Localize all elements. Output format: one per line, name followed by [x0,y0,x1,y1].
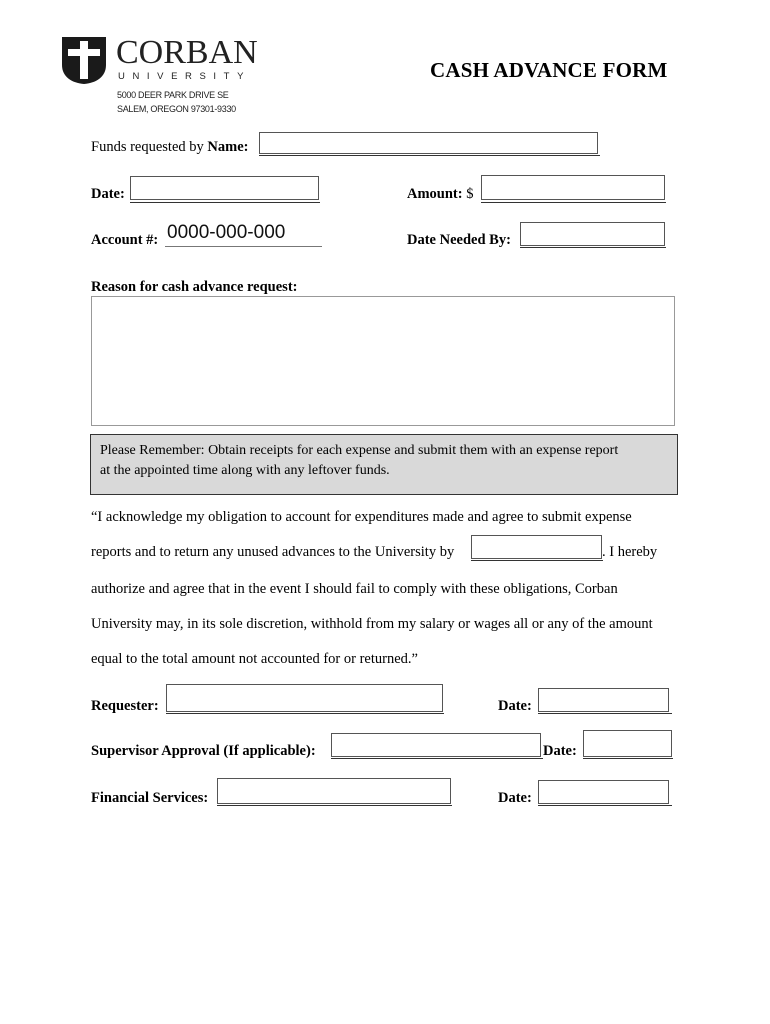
date-needed-underline [520,247,666,248]
logo-wordmark: CORBAN [116,34,258,71]
financial-services-underline [217,805,452,806]
reminder-line-2: at the appointed time along with any leftover funds. [100,463,390,478]
date-needed-field[interactable] [520,222,665,246]
acknowledgement-line-1: “I acknowledge my obligation to account for expenditures made and agree to submit expense [91,509,632,525]
financial-date-label: Date: [498,790,532,806]
dollar-sign: $ [466,186,474,202]
supervisor-date-underline [583,758,673,759]
supervisor-date-field[interactable] [583,730,672,757]
requester-signature-field[interactable] [166,684,443,712]
date-label: Date: [91,186,125,202]
form-title: CASH ADVANCE FORM [430,58,668,82]
amount-label: Amount: [407,186,463,202]
amount-field[interactable] [481,175,665,200]
financial-date-field[interactable] [538,780,669,804]
date-needed-label: Date Needed By: [407,232,511,248]
name-underline [259,155,600,156]
requester-date-label: Date: [498,698,532,714]
account-number-value[interactable]: 0000-000-000 [167,222,286,243]
reason-label: Reason for cash advance request: [91,279,298,295]
account-label: Account #: [91,232,159,248]
supervisor-underline [331,758,543,759]
logo-subtitle: UNIVERSITY [118,71,252,82]
return-by-underline [471,560,603,561]
corban-shield-logo-icon [60,35,108,85]
supervisor-label: Supervisor Approval (If applicable): [91,743,316,759]
address-line-1: 5000 DEER PARK DRIVE SE [117,90,229,100]
funds-requested-label [91,139,248,156]
date-field[interactable] [130,176,319,200]
reason-textarea[interactable] [91,296,675,426]
supervisor-signature-field[interactable] [331,733,541,757]
amount-label-group [407,186,473,203]
reminder-line-1: Please Remember: Obtain receipts for each expense and submit them with an expense report [100,443,619,458]
financial-services-label: Financial Services: [91,790,209,806]
account-underline [165,246,322,247]
acknowledgement-line-2b: . I hereby [602,544,658,560]
supervisor-date-label: Date: [543,743,577,759]
requester-label: Requester: [91,698,159,714]
acknowledgement-line-3: authorize and agree that in the event I should fail to comply with these obligations, Corban [91,581,618,597]
name-field[interactable] [259,132,598,154]
requester-date-underline [538,713,672,714]
date-underline [130,202,320,203]
acknowledgement-line-5: equal to the total amount not accounted for or returned.” [91,651,418,667]
acknowledgement-line-4: University may, in its sole discretion, withhold from my salary or wages all or any of the amount [91,616,653,632]
amount-underline [481,202,666,203]
address-line-2: SALEM, OREGON 97301-9330 [117,104,236,114]
reminder-notice [90,434,678,495]
acknowledgement-line-2a: reports and to return any unused advances to the University by [91,544,455,560]
return-by-date-field[interactable] [471,535,602,559]
financial-services-signature-field[interactable] [217,778,451,804]
requester-underline [166,713,444,714]
requester-date-field[interactable] [538,688,669,712]
financial-date-underline [538,805,672,806]
funds-requested-text: Funds requested by [91,139,204,155]
name-label: Name: [207,139,249,155]
